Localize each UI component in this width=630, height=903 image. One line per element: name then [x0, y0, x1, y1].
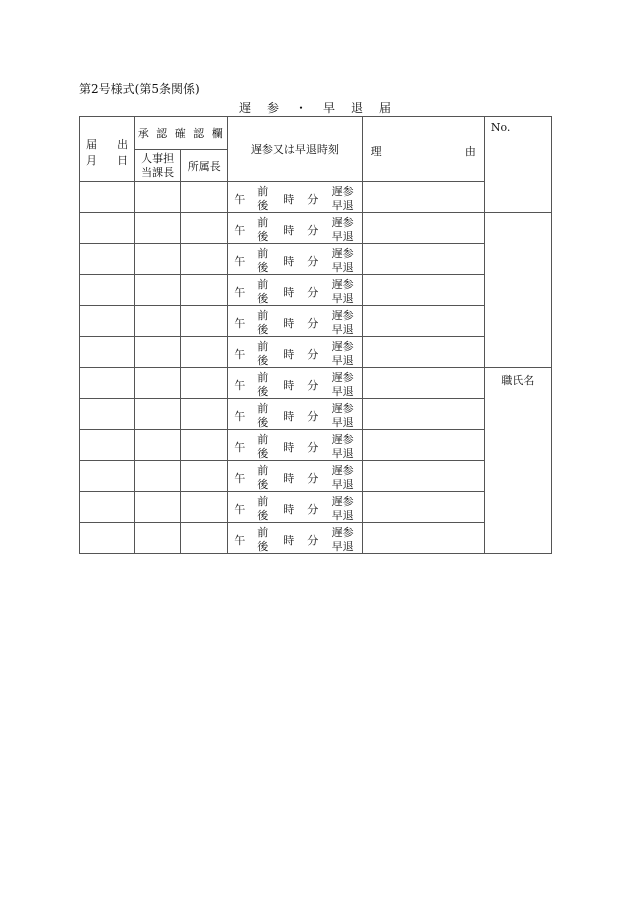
early-leave-option: 早退: [331, 292, 354, 305]
time-label-minute: 分: [307, 317, 319, 330]
time-cell[interactable]: [228, 337, 362, 368]
early-leave-option: 早退: [331, 416, 354, 429]
date-cell[interactable]: [80, 399, 135, 430]
time-label-pm: 後: [257, 261, 269, 274]
hr-approval-cell[interactable]: [135, 337, 181, 368]
date-cell[interactable]: [80, 244, 135, 275]
time-label-am: 前: [257, 340, 269, 353]
table-row: [80, 368, 552, 399]
late-option: 遅参: [331, 495, 354, 508]
time-label-go: 午: [234, 379, 246, 392]
table-row: [80, 337, 552, 368]
chief-header: 所属長: [181, 150, 228, 182]
early-leave-option: 早退: [331, 385, 354, 398]
table-row: [80, 430, 552, 461]
late-option: 遅参: [331, 278, 354, 291]
time-label-go: 午: [234, 286, 246, 299]
time-label-minute: 分: [307, 503, 319, 516]
time-label-hour: 時: [283, 193, 295, 206]
title-char: 遅: [238, 101, 251, 115]
chief-approval-cell[interactable]: [181, 492, 228, 523]
time-cell[interactable]: [228, 213, 362, 244]
time-label-go: 午: [234, 441, 246, 454]
chief-approval-cell[interactable]: [181, 182, 228, 213]
time-label-pm: 後: [257, 323, 269, 336]
late-option: 遅参: [331, 402, 354, 415]
title-char: ・: [294, 101, 307, 115]
early-leave-option: 早退: [331, 261, 354, 274]
time-label-go: 午: [234, 255, 246, 268]
late-option: 遅参: [331, 464, 354, 477]
date-cell[interactable]: [80, 430, 135, 461]
time-label-hour: 時: [283, 348, 295, 361]
reason-cell[interactable]: [362, 275, 484, 306]
hr-approval-cell[interactable]: [135, 368, 181, 399]
chief-approval-cell[interactable]: [181, 306, 228, 337]
chief-approval-cell[interactable]: [181, 399, 228, 430]
hr-approval-cell[interactable]: [135, 244, 181, 275]
early-leave-option: 早退: [331, 540, 354, 553]
time-label-minute: 分: [307, 193, 319, 206]
number-cell: No.: [484, 117, 551, 213]
chief-approval-cell[interactable]: [181, 523, 228, 554]
time-label-am: 前: [257, 185, 269, 198]
time-label-pm: 後: [257, 447, 269, 460]
form-number-label: 第2号様式(第5条関係): [79, 82, 200, 96]
time-cell[interactable]: [228, 461, 362, 492]
early-leave-option: 早退: [331, 199, 354, 212]
reason-cell[interactable]: [362, 244, 484, 275]
time-cell[interactable]: [228, 523, 362, 554]
table-row: [80, 244, 552, 275]
table-row: [80, 461, 552, 492]
table-row: [80, 275, 552, 306]
late-option: 遅参: [331, 309, 354, 322]
time-label-pm: 後: [257, 478, 269, 491]
time-cell[interactable]: [228, 244, 362, 275]
time-cell[interactable]: [228, 368, 362, 399]
date-cell[interactable]: [80, 461, 135, 492]
time-label-am: 前: [257, 526, 269, 539]
time-label-pm: 後: [257, 199, 269, 212]
time-cell[interactable]: [228, 492, 362, 523]
hr-approval-cell[interactable]: [135, 182, 181, 213]
time-label-minute: 分: [307, 348, 319, 361]
time-label-minute: 分: [307, 379, 319, 392]
time-cell[interactable]: [228, 182, 362, 213]
time-label-go: 午: [234, 348, 246, 361]
time-label-go: 午: [234, 534, 246, 547]
title-char: 早: [323, 101, 336, 115]
time-cell[interactable]: [228, 399, 362, 430]
late-option: 遅参: [331, 526, 354, 539]
reason-cell[interactable]: [362, 461, 484, 492]
hr-manager-header: 人事担 当課長: [135, 150, 181, 182]
time-cell[interactable]: [228, 275, 362, 306]
table-row: [80, 306, 552, 337]
time-label-am: 前: [257, 495, 269, 508]
date-cell[interactable]: [80, 213, 135, 244]
date-cell[interactable]: [80, 523, 135, 554]
late-option: 遅参: [331, 340, 354, 353]
time-label-go: 午: [234, 410, 246, 423]
reason-cell[interactable]: [362, 213, 484, 244]
time-label-am: 前: [257, 433, 269, 446]
early-leave-option: 早退: [331, 509, 354, 522]
time-label-hour: 時: [283, 503, 295, 516]
reason-cell[interactable]: [362, 430, 484, 461]
time-cell[interactable]: [228, 430, 362, 461]
chief-approval-cell[interactable]: [181, 244, 228, 275]
reason-cell[interactable]: [362, 368, 484, 399]
time-label-am: 前: [257, 309, 269, 322]
time-label-minute: 分: [307, 286, 319, 299]
chief-approval-cell[interactable]: [181, 461, 228, 492]
time-label-pm: 後: [257, 292, 269, 305]
hr-approval-cell[interactable]: [135, 523, 181, 554]
time-label-pm: 後: [257, 416, 269, 429]
reason-cell[interactable]: [362, 492, 484, 523]
reason-cell[interactable]: [362, 523, 484, 554]
hr-approval-cell[interactable]: [135, 461, 181, 492]
time-label-hour: 時: [283, 441, 295, 454]
time-label-pm: 後: [257, 540, 269, 553]
late-option: 遅参: [331, 247, 354, 260]
late-option: 遅参: [331, 216, 354, 229]
hr-approval-cell[interactable]: [135, 399, 181, 430]
staff-name-cell[interactable]: 職氏名: [484, 368, 551, 554]
late-option: 遅参: [331, 371, 354, 384]
hr-approval-cell[interactable]: [135, 275, 181, 306]
chief-approval-cell[interactable]: [181, 430, 228, 461]
time-label-hour: 時: [283, 534, 295, 547]
early-leave-option: 早退: [331, 447, 354, 460]
table-row: [80, 399, 552, 430]
time-header: 遅参又は早退時刻: [228, 117, 362, 182]
early-leave-option: 早退: [331, 323, 354, 336]
early-leave-option: 早退: [331, 354, 354, 367]
time-label-go: 午: [234, 503, 246, 516]
hr-approval-cell[interactable]: [135, 430, 181, 461]
time-label-go: 午: [234, 193, 246, 206]
time-label-hour: 時: [283, 286, 295, 299]
time-label-minute: 分: [307, 255, 319, 268]
title-char: 届: [379, 101, 392, 115]
early-leave-option: 早退: [331, 478, 354, 491]
hr-approval-cell[interactable]: [135, 492, 181, 523]
time-label-pm: 後: [257, 354, 269, 367]
table-row: [80, 213, 552, 244]
table-row: [80, 492, 552, 523]
time-label-pm: 後: [257, 509, 269, 522]
time-label-go: 午: [234, 472, 246, 485]
date-cell[interactable]: [80, 368, 135, 399]
approval-header: 承 認 確 認 欄: [135, 117, 228, 150]
document-title: [0, 99, 630, 116]
chief-approval-cell[interactable]: [181, 275, 228, 306]
time-label-minute: 分: [307, 441, 319, 454]
date-cell[interactable]: [80, 275, 135, 306]
time-label-hour: 時: [283, 317, 295, 330]
reason-header: 理 由: [362, 117, 484, 182]
late-option: 遅参: [331, 433, 354, 446]
reason-cell[interactable]: [362, 337, 484, 368]
time-label-pm: 後: [257, 230, 269, 243]
late-option: 遅参: [331, 185, 354, 198]
table-row: [80, 182, 552, 213]
time-label-hour: 時: [283, 255, 295, 268]
hr-approval-cell[interactable]: [135, 306, 181, 337]
reason-cell[interactable]: [362, 306, 484, 337]
date-cell[interactable]: [80, 306, 135, 337]
time-label-hour: 時: [283, 472, 295, 485]
time-label-am: 前: [257, 216, 269, 229]
date-header: 届 出 月 日: [80, 117, 135, 182]
time-label-minute: 分: [307, 410, 319, 423]
early-leave-option: 早退: [331, 230, 354, 243]
time-label-minute: 分: [307, 224, 319, 237]
time-cell[interactable]: [228, 306, 362, 337]
chief-approval-cell[interactable]: [181, 213, 228, 244]
chief-approval-cell[interactable]: [181, 337, 228, 368]
title-char: 退: [351, 101, 364, 115]
hr-approval-cell[interactable]: [135, 213, 181, 244]
time-label-am: 前: [257, 464, 269, 477]
chief-approval-cell[interactable]: [181, 368, 228, 399]
reason-cell[interactable]: [362, 182, 484, 213]
time-label-am: 前: [257, 247, 269, 260]
time-label-hour: 時: [283, 224, 295, 237]
date-cell[interactable]: [80, 337, 135, 368]
time-label-am: 前: [257, 278, 269, 291]
time-label-am: 前: [257, 402, 269, 415]
late-early-form-table: [79, 116, 552, 554]
time-label-go: 午: [234, 224, 246, 237]
number-blank-cell[interactable]: [484, 213, 551, 368]
date-cell[interactable]: [80, 492, 135, 523]
date-cell[interactable]: [80, 182, 135, 213]
time-label-hour: 時: [283, 379, 295, 392]
time-label-am: 前: [257, 371, 269, 384]
time-label-minute: 分: [307, 472, 319, 485]
time-label-pm: 後: [257, 385, 269, 398]
time-label-go: 午: [234, 317, 246, 330]
title-char: 参: [266, 101, 279, 115]
reason-cell[interactable]: [362, 399, 484, 430]
time-label-hour: 時: [283, 410, 295, 423]
time-label-minute: 分: [307, 534, 319, 547]
table-row: [80, 523, 552, 554]
